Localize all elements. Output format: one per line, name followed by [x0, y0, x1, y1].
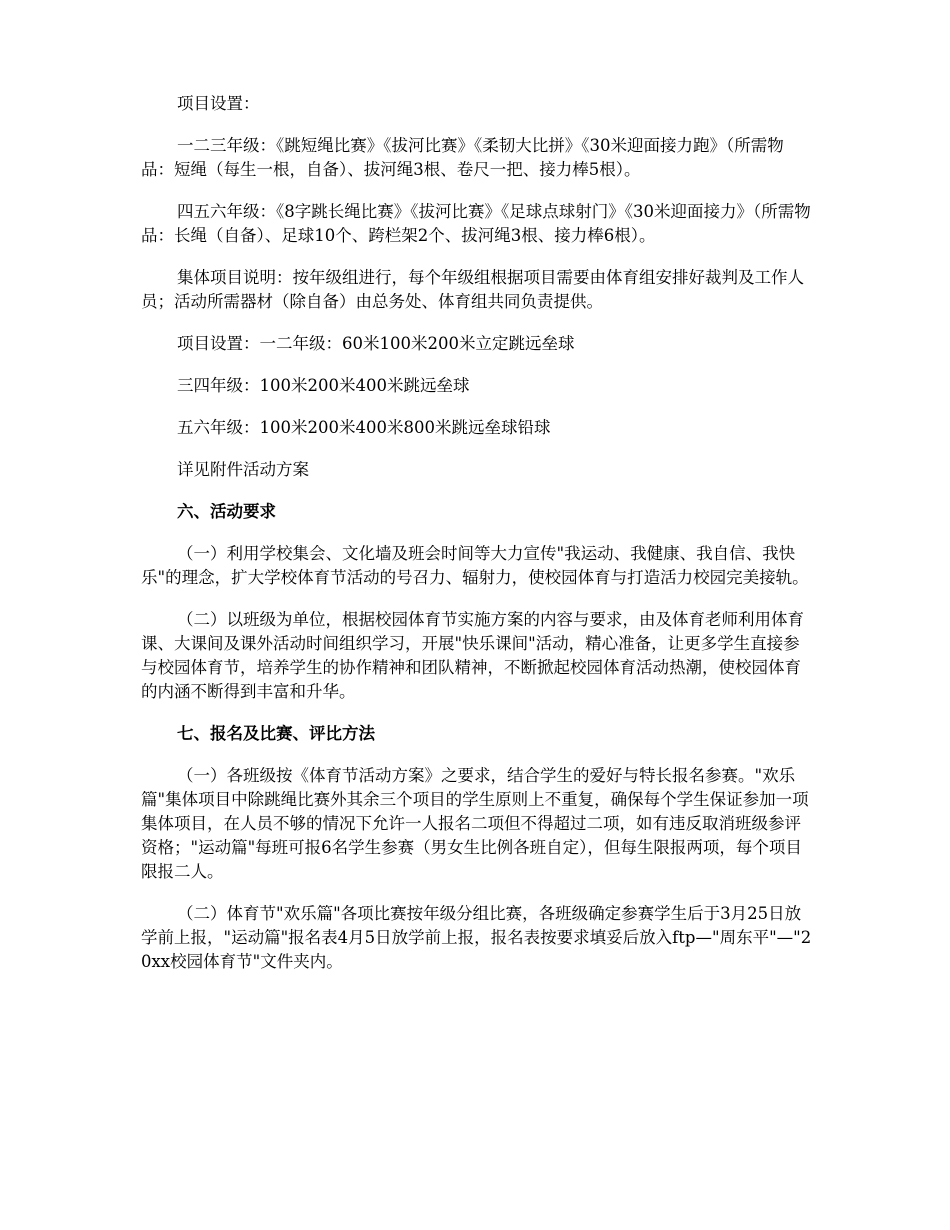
- section-heading-requirements: 六、活动要求: [177, 502, 276, 521]
- paragraph-requirement-2: （二）以班级为单位，根据校园体育节实施方案的内容与要求，由及体育老师利用体育课、大课间及课外活动时间组织学习，开展"快乐课间"活动，精心准备，让更多学生直接参与校园体育节，培养学生的协作精神和团队精神，不断掀起校园体育活动热潮，使校园体育的内涵不断得到丰富和升华。: [141, 610, 804, 701]
- paragraph-see-attachment: 详见附件活动方案: [177, 460, 309, 479]
- section-heading-registration: 七、报名及比赛、评比方法: [177, 724, 375, 743]
- paragraph-grades-1-3: 一二三年级：《跳短绳比赛》《拔河比赛》《柔韧大比拼》《30米迎面接力跑》（所需物品：短绳（每生一根，自备）、拔河绳3根、卷尺一把、接力棒5根）。: [141, 136, 784, 179]
- document-body: [141, 92, 813, 992]
- paragraph-track-grades-3-4: 三四年级：100米200米400米跳远垒球: [177, 376, 470, 395]
- paragraph-registration-2: （二）体育节"欢乐篇"各项比赛按年级分组比赛，各班级确定参赛学生后于3月25日放学前上报，"运动篇"报名表4月5日放学前上报，报名表按要求填妥后放入ftp—"周东平"—"20xx校园体育节"文件夹内。: [141, 904, 812, 971]
- paragraph-registration-1: （一）各班级按《体育节活动方案》之要求，结合学生的爱好与特长报名参赛。"欢乐篇"集体项目中除跳绳比赛外其余三个项目的学生原则上不重复，确保每个学生保证参加一项集体项目，在人员不够的情况下允许一人报名二项但不得超过二项，如有违反取消班级参评资格；"运动篇"每班可报6名学生参赛（男女生比例各班自定），但每生限报两项，每个项目限报二人。: [141, 766, 809, 881]
- paragraph-requirement-1: （一）利用学校集会、文化墙及班会时间等大力宣传"我运动、我健康、我自信、我快乐"的理念，扩大学校体育节活动的号召力、辐射力，使校园体育与打造活力校园完美接轨。: [141, 544, 809, 587]
- paragraph-track-grades-1-2: 项目设置：一二年级：60米100米200米立定跳远垒球: [177, 334, 575, 353]
- paragraph-group-items-note: 集体项目说明：按年级组进行，每个年级组根据项目需要由体育组安排好裁判及工作人员；活动所需器材（除自备）由总务处、体育组共同负责提供。: [141, 268, 804, 311]
- paragraph-project-setup: 项目设置：: [177, 94, 260, 113]
- paragraph-track-grades-5-6: 五六年级：100米200米400米800米跳远垒球铅球: [177, 418, 551, 437]
- paragraph-grades-4-6: 四五六年级：《8字跳长绳比赛》《拔河比赛》《足球点球射门》《30米迎面接力》（所需物品：长绳（自备）、足球10个、跨栏架2个、拔河绳3根、接力棒6根）。: [141, 202, 811, 245]
